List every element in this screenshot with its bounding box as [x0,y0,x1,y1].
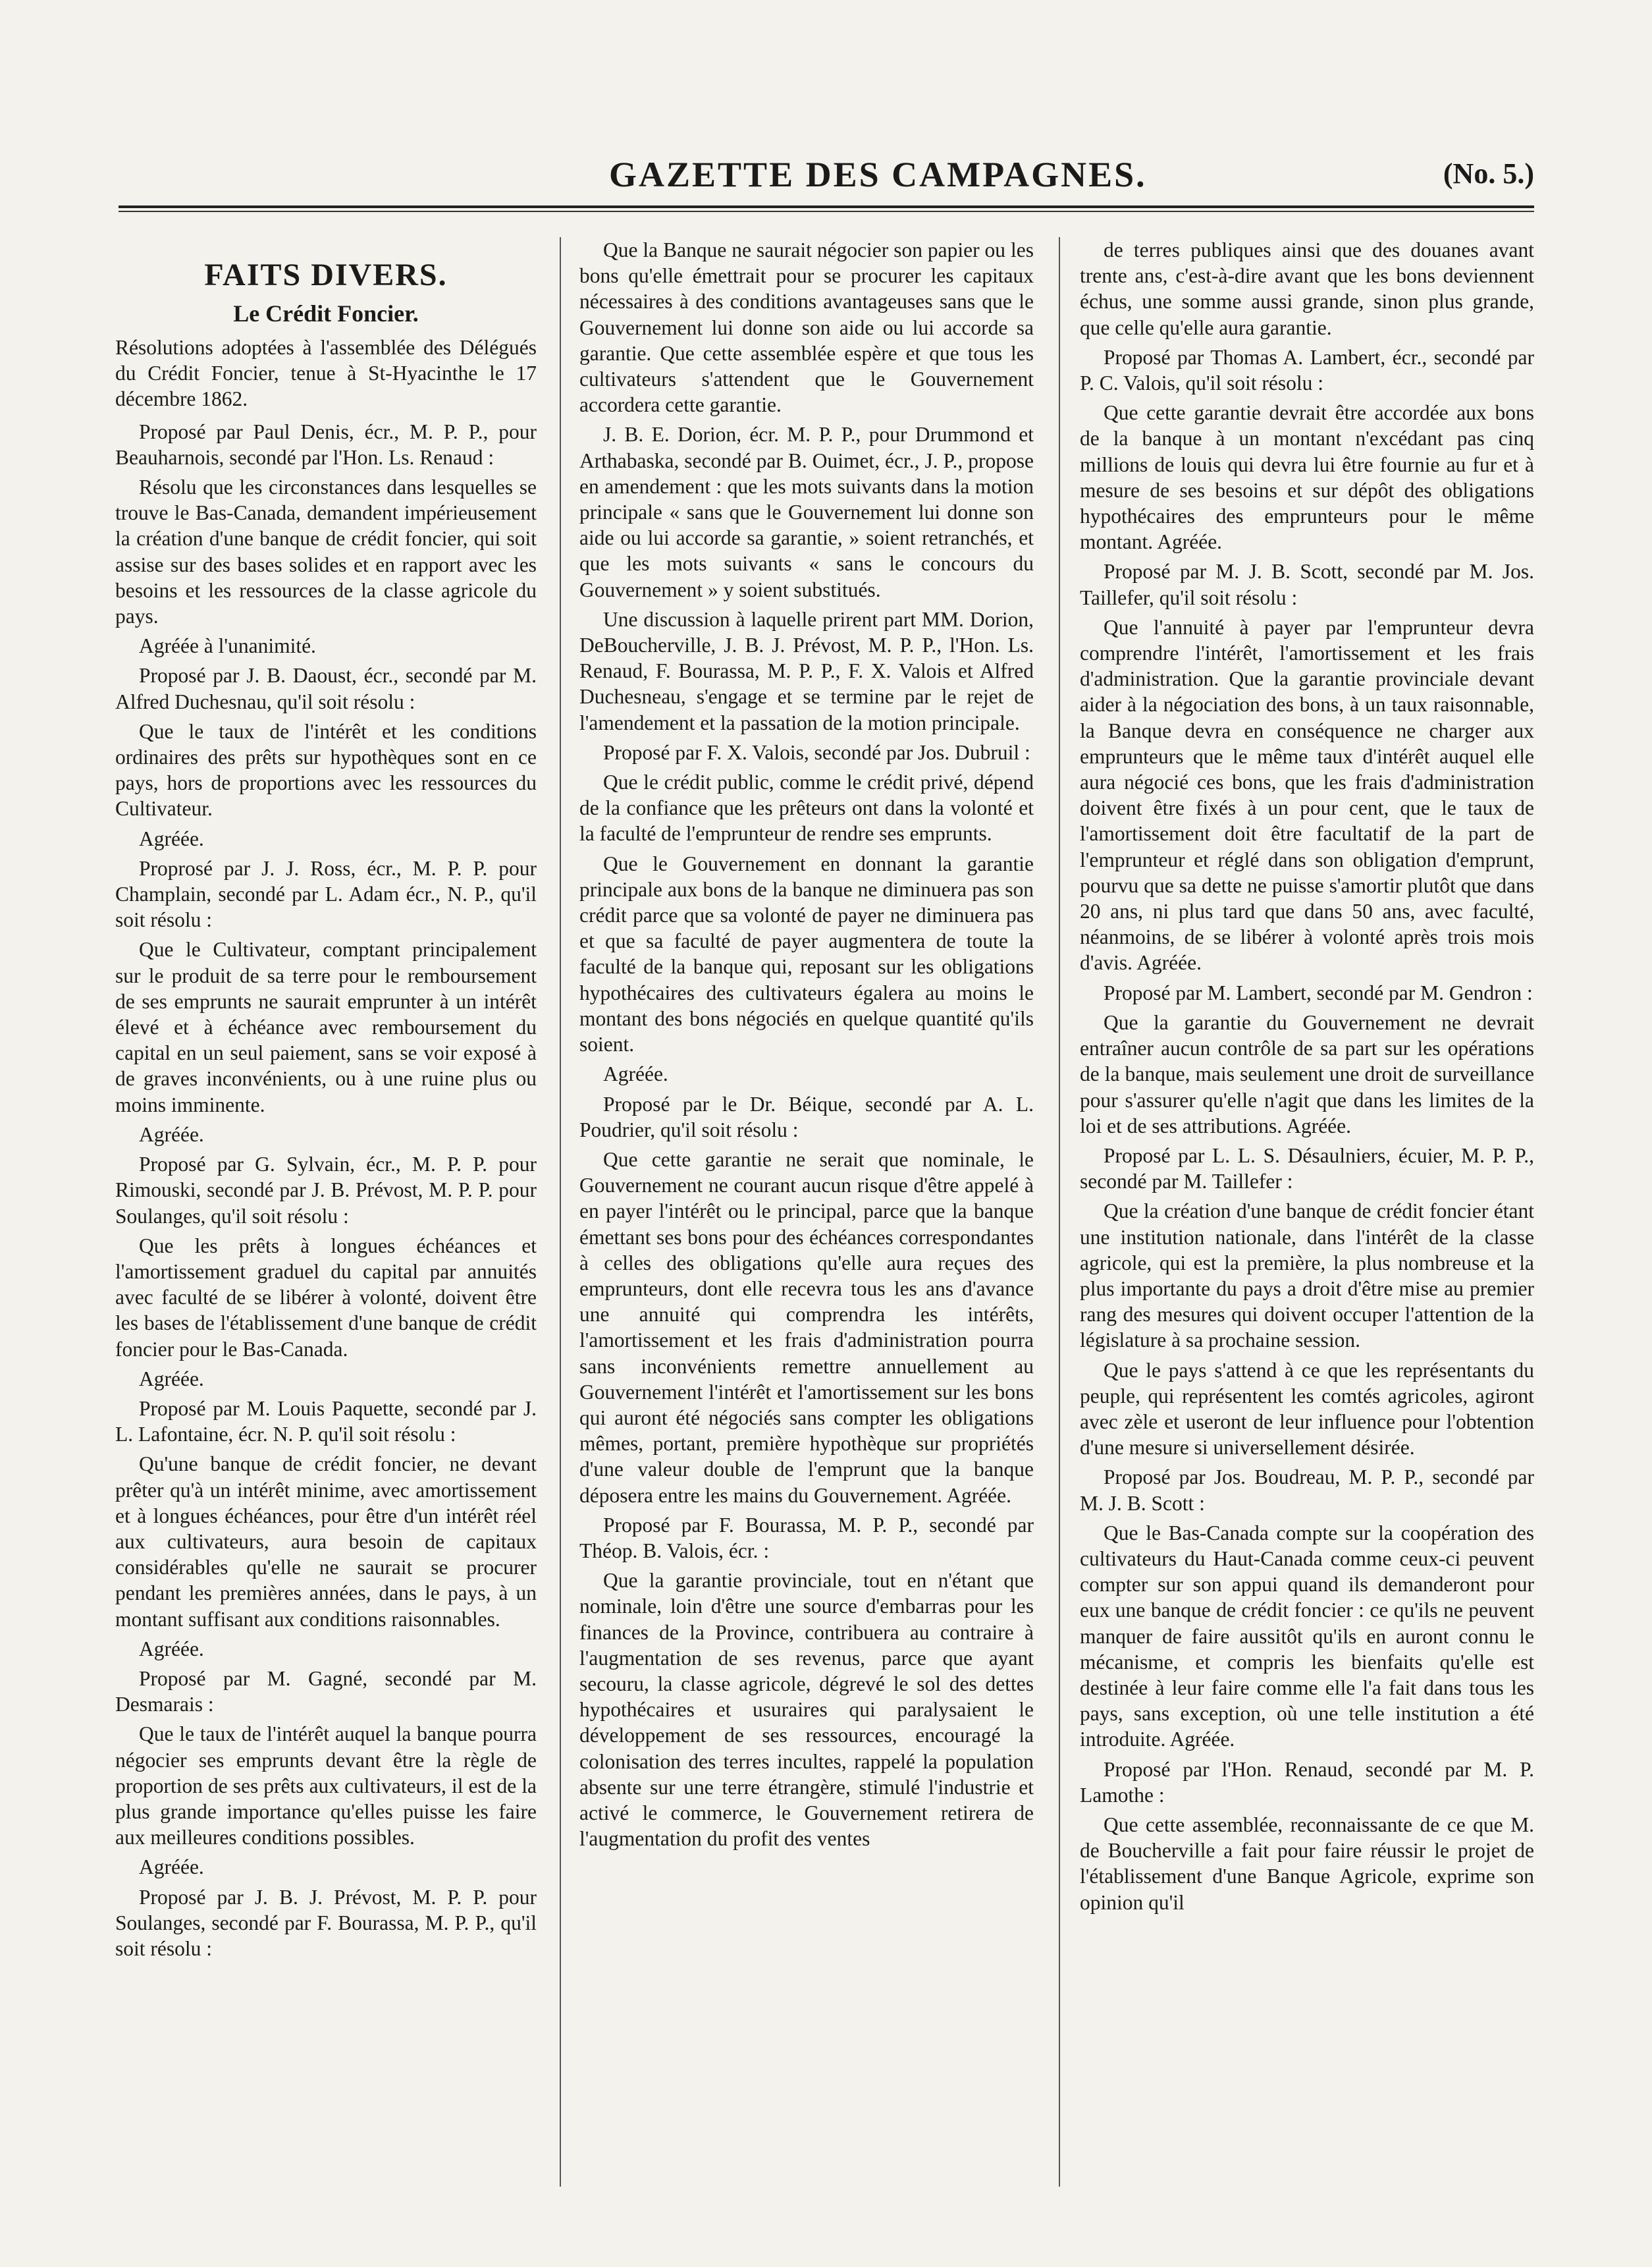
column-1 [115,237,537,2193]
paragraph: Que le taux de l'intérêt auquel la banque pourra négocier ses emprunts devant être la règle de proportion de ses prêts aux cultivateurs, il est de la plus grande importance qu'elles puisse les faire aux meilleures conditions possibles. [115,1722,537,1849]
paragraph: Que le Bas-Canada compte sur la coopération des cultivateurs du Haut-Canada comme ceux-ci peuvent compter sur son appui quand ils demanderont pour eux une banque de crédit foncier : ce qu'ils ne peuvent manquer de faire aussitôt qu'ils en auront connu le mécanisme, et compris les bienfaits qu'elle est destinée à leur faire comme elle l'a fait dans tous les pays, sans exception, où une telle institution a été introduite. Agréée. [1080,1521,1534,1751]
paragraph: Que cette garantie devrait être accordée aux bons de la banque à un montant n'excédant pas cinq millions de louis qui devra lui être fournie au fur et à mesure de ses besoins et sur dépôt des obligations hypothécaires des emprunteurs pour le même montant. Agréée. [1080,401,1534,554]
paragraph: Proposé par Jos. Boudreau, M. P. P., secondé par M. J. B. Scott : [1080,1465,1534,1515]
header-rule [119,205,1534,212]
paragraph: Proposé par l'Hon. Renaud, secondé par M. P. Lamothe : [1080,1757,1534,1807]
paragraph: Que la création d'une banque de crédit foncier étant une institution nationale, dans l'intérêt de la classe agricole, qui est la première, la plus nombreuse et la plus importante du pays a droit d'être mise au premier rang des mesures qui doivent occuper l'attention de la législature à sa prochaine session. [1080,1199,1534,1352]
paragraph: Que l'annuité à payer par l'emprunteur devra comprendre l'intérêt, l'amortissement et les frais d'administration. Que la garantie provinciale devant aider à la négociation des bons, à un taux raisonnable, la Banque devra en conséquence ne charger aux emprunteurs que le même taux d'intérêt auquel elle aura négocié ces bons, que les frais d'administration doivent être fixés à un pour cent, que le taux de l'amortissement doit être facultatif de la part de l'emprunteur et réglé dans son obligation d'emprunt, pourvu que sa dette ne puisse s'amortir plutôt que dans 20 ans, ni plus tard que dans 50 ans, avec faculté, néanmoins, de se libérer à volonté après trois mois d'avis. Agréée. [1080,615,1534,975]
paragraph: Agréée. [139,1855,204,1879]
paragraph: Proprosé par J. J. Ross, écr., M. P. P. pour Champlain, secondé par L. Adam écr., N. P., qu'il soit résolu : [115,856,537,932]
paragraph: Agréée. [139,1367,204,1390]
paragraph: Proposé par M. Lambert, secondé par M. Gendron : [1104,981,1533,1004]
paragraph: J. B. E. Dorion, écr. M. P. P., pour Drummond et Arthabaska, secondé par B. Ouimet, écr., J. P., propose en amendement : que les mots suivants dans la motion principale « sans que le Gouvernement lui donne son aide ou lui accorde sa garantie, » soient retranchés, et que les mots suivants « sans le concours du Gouvernement » y soient substitués. [579,423,1034,601]
paragraph: Agréée à l'unanimité. [139,634,316,658]
paragraph: Que cette assemblée, reconnaissante de ce que M. de Boucherville a fait pour faire réussir le projet de l'établissement d'une Banque Agricole, exprime son opinion qu'il [1080,1813,1534,1914]
section-title: FAITS DIVERS. [204,258,448,292]
paragraph: Qu'une banque de crédit foncier, ne devant prêter qu'à un intérêt minime, avec amortissement et à longues échéances, pour être d'un intérêt réel aux cultivateurs, aura besoin de capitaux considérables qu'elle ne saurait se procurer pendant les premières années, dans le pays, à un montant suffisant aux conditions raisonnables. [115,1452,537,1631]
column-divider-1 [560,237,561,2187]
paragraph: Proposé par F. X. Valois, secondé par Jos. Dubruil : [603,740,1030,764]
paragraph: Proposé par M. J. B. Scott, secondé par M. Jos. Taillefer, qu'il soit résolu : [1080,560,1534,609]
paragraph: Agréée. [139,1637,204,1660]
newspaper-title: GAZETTE DES CAMPAGNES. [609,155,1147,194]
paragraph: Proposé par J. B. Daoust, écr., secondé par M. Alfred Duchesnau, qu'il soit résolu : [115,664,537,713]
paragraph: Proposé par le Dr. Béique, secondé par A. L. Poudrier, qu'il soit résolu : [579,1092,1034,1141]
paragraph: Proposé par M. Louis Paquette, secondé par J. L. Lafontaine, écr. N. P. qu'il soit résolu : [115,1396,537,1446]
paragraph: Agréée. [139,1122,204,1146]
paragraph: Proposé par L. L. S. Désaulniers, écuier, M. P. P., secondé par M. Taillefer : [1080,1143,1534,1193]
column-2 [579,237,1034,2193]
paragraph: Résolu que les circonstances dans lesquelles se trouve le Bas-Canada, demandent impérieusement la création d'une banque de crédit foncier, qui soit assise sur des bases solides et en rapport avec les besoins et les ressources de la classe agricole du pays. [115,476,537,628]
paragraph: Proposé par G. Sylvain, écr., M. P. P. pour Rimouski, secondé par J. B. Prévost, M. P. P. pour Soulanges, qu'il soit résolu : [115,1153,537,1228]
paragraph: Que la garantie du Gouvernement ne devrait entraîner aucun contrôle de sa part sur les opérations de la banque, mais seulement une droit de surveillance pour s'assurer qu'elle n'agit que dans les limites de la loi et de ses attributions. Agréée. [1080,1010,1534,1137]
paragraph: de terres publiques ainsi que des douanes avant trente ans, c'est-à-dire avant que les bons deviennent échus, une somme aussi grande, sinon plus grande, que celle qu'elle aura garantie. [1080,238,1534,339]
paragraph: Que la garantie provinciale, tout en n'étant que nominale, loin d'être une source d'embarras pour les finances de la Province, contribuera au contraire à l'augmentation de ses revenus, parce que ayant secouru, la classe agricole, dégrevé le sol des dettes hypothécaires et usuraires qui paralysaient le développement de ses ressources, encouragé la colonisation des terres incultes, rappelé la population absente sur une terre étrangère, stimulé l'industrie et activé le commerce, le Gouvernement retirera de l'augmentation du profit des ventes [579,1569,1034,1851]
paragraph: Que la Banque ne saurait négocier son papier ou les bons qu'elle émettrait pour se procurer les capitaux nécessaires à des conditions avantageuses sans que le Gouvernement lui donne son aide ou lui accorde sa garantie. Que cette assemblée espère et que tous les cultivateurs s'attendent que le Gouvernement accordera cette garantie. [579,238,1034,417]
paragraph: Que cette garantie ne serait que nominale, le Gouvernement ne courant aucun risque d'être appelé à en payer l'intérêt ou le principal, parce que la banque émettant ses bons pour des échéances correspondantes à celles des obligations qu'elle aura reçues des emprunteurs, dont elle recevra tous les ans d'avance une annuité qui comprendra les intérêts, l'amortissement et les frais d'administration pourra sans inconvénients remettre annuellement au Gouvernement l'intérêt et l'amortissement sur les bons qui auront été négociés sans compter les obligations mêmes, portant, première hypothèque sur propriétés d'une valeur double de l'emprunt que la banque déposera entre les mains du Gouvernement. Agréée. [579,1147,1034,1507]
issue-number: (No. 5.) [1443,157,1534,190]
paragraph: Proposé par M. Gagné, secondé par M. Desmarais : [115,1666,537,1716]
paragraph: Que les prêts à longues échéances et l'amortissement graduel du capital par annuités avec faculté de se libérer à volonté, doivent être les bases de l'établissement d'une banque de crédit foncier pour le Bas-Canada. [115,1234,537,1361]
paragraph: Proposé par J. B. J. Prévost, M. P. P. pour Soulanges, secondé par F. Bourassa, M. P. P., qu'il soit résolu : [115,1885,537,1960]
paragraph: Agréée. [139,827,204,850]
paragraph: Que le pays s'attend à ce que les représentants du peuple, qui représentent les comtés agricoles, agiront avec zèle et useront de leur influence pour l'obtention d'une mesure si universellement désirée. [1080,1358,1534,1460]
paragraph: Que le Gouvernement en donnant la garantie principale aux bons de la banque ne diminuera pas son crédit parce que sa volonté de payer ne diminuera pas et que sa faculté de payer augmentera de toute la faculté de la banque qui, reposant sur les obligations hypothécaires des cultivateurs égalera au moins le montant des bons négociés en quelque quantité qu'ils soient. [579,852,1034,1056]
paragraph: Proposé par Thomas A. Lambert, écr., secondé par P. C. Valois, qu'il soit résolu : [1080,345,1534,395]
column-3 [1080,237,1534,2193]
page-header [119,145,1534,217]
paragraph: Que le taux de l'intérêt et les conditions ordinaires des prêts sur hypothèques sont en ce pays, hors de proportions avec les ressources du Cultivateur. [115,719,537,821]
column-divider-2 [1059,237,1060,2187]
paragraph: Agréée. [603,1062,668,1086]
intro-paragraph: Résolutions adoptées à l'assemblée des Délégués du Crédit Foncier, tenue à St-Hyacinthe le 17 décembre 1862. [115,336,537,411]
paragraph: Proposé par Paul Denis, écr., M. P. P., pour Beauharnois, secondé par l'Hon. Ls. Renaud : [115,420,537,469]
paragraph: Une discussion à laquelle prirent part MM. Dorion, DeBoucherville, J. B. J. Prévost, M. P. P., l'Hon. Ls. Renaud, F. Bourassa, M. P. P., F. X. Valois et Alfred Duchesneau, s'engage et se termine par le rejet de l'amendement et la passation de la motion principale. [579,607,1034,734]
section-subtitle: Le Crédit Foncier. [233,300,419,327]
paragraph: Proposé par F. Bourassa, M. P. P., secondé par Théop. B. Valois, écr. : [579,1513,1034,1562]
paragraph: Que le Cultivateur, comptant principalement sur le produit de sa terre pour le remboursement de ses emprunts ne saurait emprunter à un intérêt élevé et à échéance avec remboursement du capital en un seul paiement, sans se voir exposé à de graves inconvénients, ou à une ruine plus ou moins imminente. [115,938,537,1116]
paragraph: Que le crédit public, comme le crédit privé, dépend de la confiance que les prêteurs ont dans la volonté et la faculté de l'emprunteur de rendre ses emprunts. [579,771,1034,846]
